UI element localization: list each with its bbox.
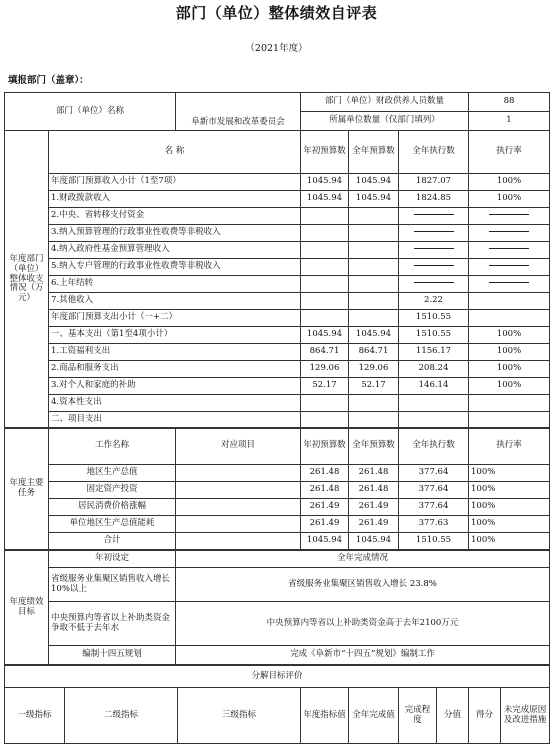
row-name: 3.对个人和家庭的补助: [49, 378, 301, 395]
row-name: 3.纳入预算管理的行政事业性收费等非税收入: [49, 225, 301, 242]
dash-mark: [399, 225, 469, 242]
row-rate: 100%: [469, 344, 550, 361]
table-row: [5, 242, 550, 259]
row-name: 2.中央、省转移支付资金: [49, 208, 301, 225]
tasks-header-item: 对应项目: [176, 428, 301, 465]
dash-mark: [399, 276, 469, 293]
row-start: 1045.94: [301, 174, 349, 191]
row-exec: 2.22: [399, 293, 469, 310]
dash-mark: [399, 242, 469, 259]
row-full: 864.71: [349, 344, 399, 361]
total-rate: 100%: [469, 533, 550, 550]
row-name: 4.资本性支出: [49, 395, 301, 412]
row-name: 二、项目支出: [49, 412, 301, 429]
eval-header-reason: 未完成原因及改进措施: [501, 688, 550, 744]
row-full: 1045.94: [349, 327, 399, 344]
dash-mark: [469, 276, 550, 293]
task-name: 固定资产投资: [49, 482, 176, 499]
row-rate: 100%: [469, 361, 550, 378]
eval-header-target: 年度指标值: [301, 688, 349, 744]
dept-info-table: [4, 92, 550, 131]
table-row: [5, 499, 550, 516]
row-name: 年度部门预算收入小计（1至7项）: [49, 174, 301, 191]
eval-header-l3: 三级指标: [178, 688, 301, 744]
eval-header-score-value: 分值: [437, 688, 469, 744]
goals-section-label: 年度绩效目标: [5, 551, 49, 665]
row-name: 年度部门预算支出小计（一+二）: [49, 310, 301, 327]
dash-mark: [399, 208, 469, 225]
table-row: [5, 516, 550, 533]
task-full: 261.48: [349, 465, 399, 482]
total-row: [5, 533, 550, 550]
table-row: [5, 602, 550, 646]
goals-header-done: 全年完成情况: [176, 551, 550, 568]
task-rate: 100%: [469, 516, 550, 533]
task-exec: 377.63: [399, 516, 469, 533]
task-full: 261.49: [349, 499, 399, 516]
table-row: [5, 191, 550, 208]
budget-header-start: 年初预算数: [301, 131, 349, 174]
row-exec: 1510.55: [399, 310, 469, 327]
tasks-header-name: 工作名称: [49, 428, 176, 465]
row-start: 52.17: [301, 378, 349, 395]
goal-done: 完成《阜新市“十四五”规划》编制工作: [176, 646, 550, 665]
budget-section-label: 年度部门（单位）整体收支情况（万元）: [5, 131, 49, 429]
budget-table: [4, 130, 550, 429]
task-start: 261.48: [301, 465, 349, 482]
dash-mark: [469, 208, 550, 225]
table-row: [5, 344, 550, 361]
report-year: （2021年度）: [245, 43, 308, 54]
goals-header-start: 年初设定: [49, 551, 176, 568]
goal-done: 省级服务业集聚区销售收入增长 23.8%: [176, 568, 550, 602]
table-row: [5, 361, 550, 378]
filler-label: 填报部门（盖章）：: [8, 75, 89, 86]
task-exec: 377.64: [399, 499, 469, 516]
table-row: [5, 293, 550, 310]
row-exec: 208.24: [399, 361, 469, 378]
row-name: 6.上年结转: [49, 276, 301, 293]
sub-unit-count-label: 所属单位数量（仅部门填列）: [301, 112, 469, 131]
task-item: [176, 482, 301, 499]
row-rate: 100%: [469, 327, 550, 344]
table-row: [5, 276, 550, 293]
row-full: 1045.94: [349, 191, 399, 208]
row-rate: 100%: [469, 174, 550, 191]
goal-set: 中央预算内等省以上补助类资金争取不低于去年水: [49, 602, 176, 646]
row-full: 129.06: [349, 361, 399, 378]
total-label: 合计: [49, 533, 176, 550]
task-name: 居民消费价格涨幅: [49, 499, 176, 516]
total-exec: 1510.55: [399, 533, 469, 550]
page-title: 部门（单位）整体绩效自评表: [175, 4, 378, 22]
task-item: [176, 516, 301, 533]
dept-name-value: 阜新市发展和改革委员会: [176, 93, 301, 131]
task-exec: 377.64: [399, 482, 469, 499]
budget-header-exec: 全年执行数: [399, 131, 469, 174]
tasks-header-exec: 全年执行数: [399, 428, 469, 465]
staff-count-value: 88: [469, 93, 550, 112]
goal-set: 省级服务业集聚区销售收入增长10%以上: [49, 568, 176, 602]
table-row: [5, 327, 550, 344]
total-full: 1045.94: [349, 533, 399, 550]
row-name: 1.工资福利支出: [49, 344, 301, 361]
task-rate: 100%: [469, 482, 550, 499]
task-item: [176, 465, 301, 482]
eval-title: 分解目标评价: [5, 666, 550, 688]
table-row: [5, 482, 550, 499]
table-row: [5, 208, 550, 225]
row-name: 7.其他收入: [49, 293, 301, 310]
row-name: 2.商品和服务支出: [49, 361, 301, 378]
dash-mark: [469, 242, 550, 259]
row-exec: 1827.07: [399, 174, 469, 191]
dash-mark: [469, 259, 550, 276]
row-name: 5.纳入专户管理的行政事业性收费等非税收入: [49, 259, 301, 276]
tasks-header-start: 年初预算数: [301, 428, 349, 465]
table-row: [5, 412, 550, 429]
task-start: 261.48: [301, 482, 349, 499]
tasks-section-label: 年度主要任务: [5, 428, 49, 550]
budget-header-full: 全年预算数: [349, 131, 399, 174]
row-full: 1045.94: [349, 174, 399, 191]
row-exec: 1824.85: [399, 191, 469, 208]
tasks-header-rate: 执行率: [469, 428, 550, 465]
eval-header-l1: 一级指标: [5, 688, 65, 744]
table-row: [5, 646, 550, 665]
eval-header-done: 全年完成值: [349, 688, 399, 744]
total-start: 1045.94: [301, 533, 349, 550]
task-rate: 100%: [469, 499, 550, 516]
row-start: 864.71: [301, 344, 349, 361]
task-rate: 100%: [469, 465, 550, 482]
dash-mark: [469, 225, 550, 242]
table-row: [5, 395, 550, 412]
task-exec: 377.64: [399, 465, 469, 482]
task-full: 261.48: [349, 482, 399, 499]
budget-header-name: 名 称: [49, 131, 301, 174]
tasks-table: [4, 427, 550, 550]
table-row: [5, 465, 550, 482]
row-name: 1.财政拨款收入: [49, 191, 301, 208]
row-rate: 100%: [469, 378, 550, 395]
table-row: [5, 568, 550, 602]
eval-header-score: 得分: [469, 688, 501, 744]
eval-header-l2: 二级指标: [65, 688, 178, 744]
row-name: 一、基本支出（第1至4项小计）: [49, 327, 301, 344]
task-start: 261.49: [301, 516, 349, 533]
table-row: [5, 259, 550, 276]
row-exec: 146.14: [399, 378, 469, 395]
eval-table: [4, 665, 550, 744]
dept-name-label: 部门（单位）名称: [5, 93, 176, 131]
task-name: 单位地区生产总值能耗: [49, 516, 176, 533]
table-row: [5, 225, 550, 242]
row-exec: 1156.17: [399, 344, 469, 361]
table-row: [5, 378, 550, 395]
sub-unit-count-value: 1: [469, 112, 550, 131]
row-full: 52.17: [349, 378, 399, 395]
task-name: 地区生产总值: [49, 465, 176, 482]
dash-mark: [399, 259, 469, 276]
row-start: 1045.94: [301, 327, 349, 344]
goal-done: 中央预算内等省以上补助类资金高于去年2100万元: [176, 602, 550, 646]
budget-header-rate: 执行率: [469, 131, 550, 174]
row-start: 129.06: [301, 361, 349, 378]
task-item: [176, 499, 301, 516]
task-full: 261.49: [349, 516, 399, 533]
task-start: 261.49: [301, 499, 349, 516]
goals-table: [4, 550, 550, 665]
row-name: 4.纳入政府性基金预算管理收入: [49, 242, 301, 259]
row-exec: 1510.55: [399, 327, 469, 344]
tasks-header-full: 全年预算数: [349, 428, 399, 465]
staff-count-label: 部门（单位）财政供养人员数量: [301, 93, 469, 112]
table-row: [5, 310, 550, 327]
row-rate: 100%: [469, 191, 550, 208]
eval-header-degree: 完成程度: [399, 688, 437, 744]
table-row: [5, 174, 550, 191]
goal-set: 编制十四五规划: [49, 646, 176, 665]
row-start: 1045.94: [301, 191, 349, 208]
